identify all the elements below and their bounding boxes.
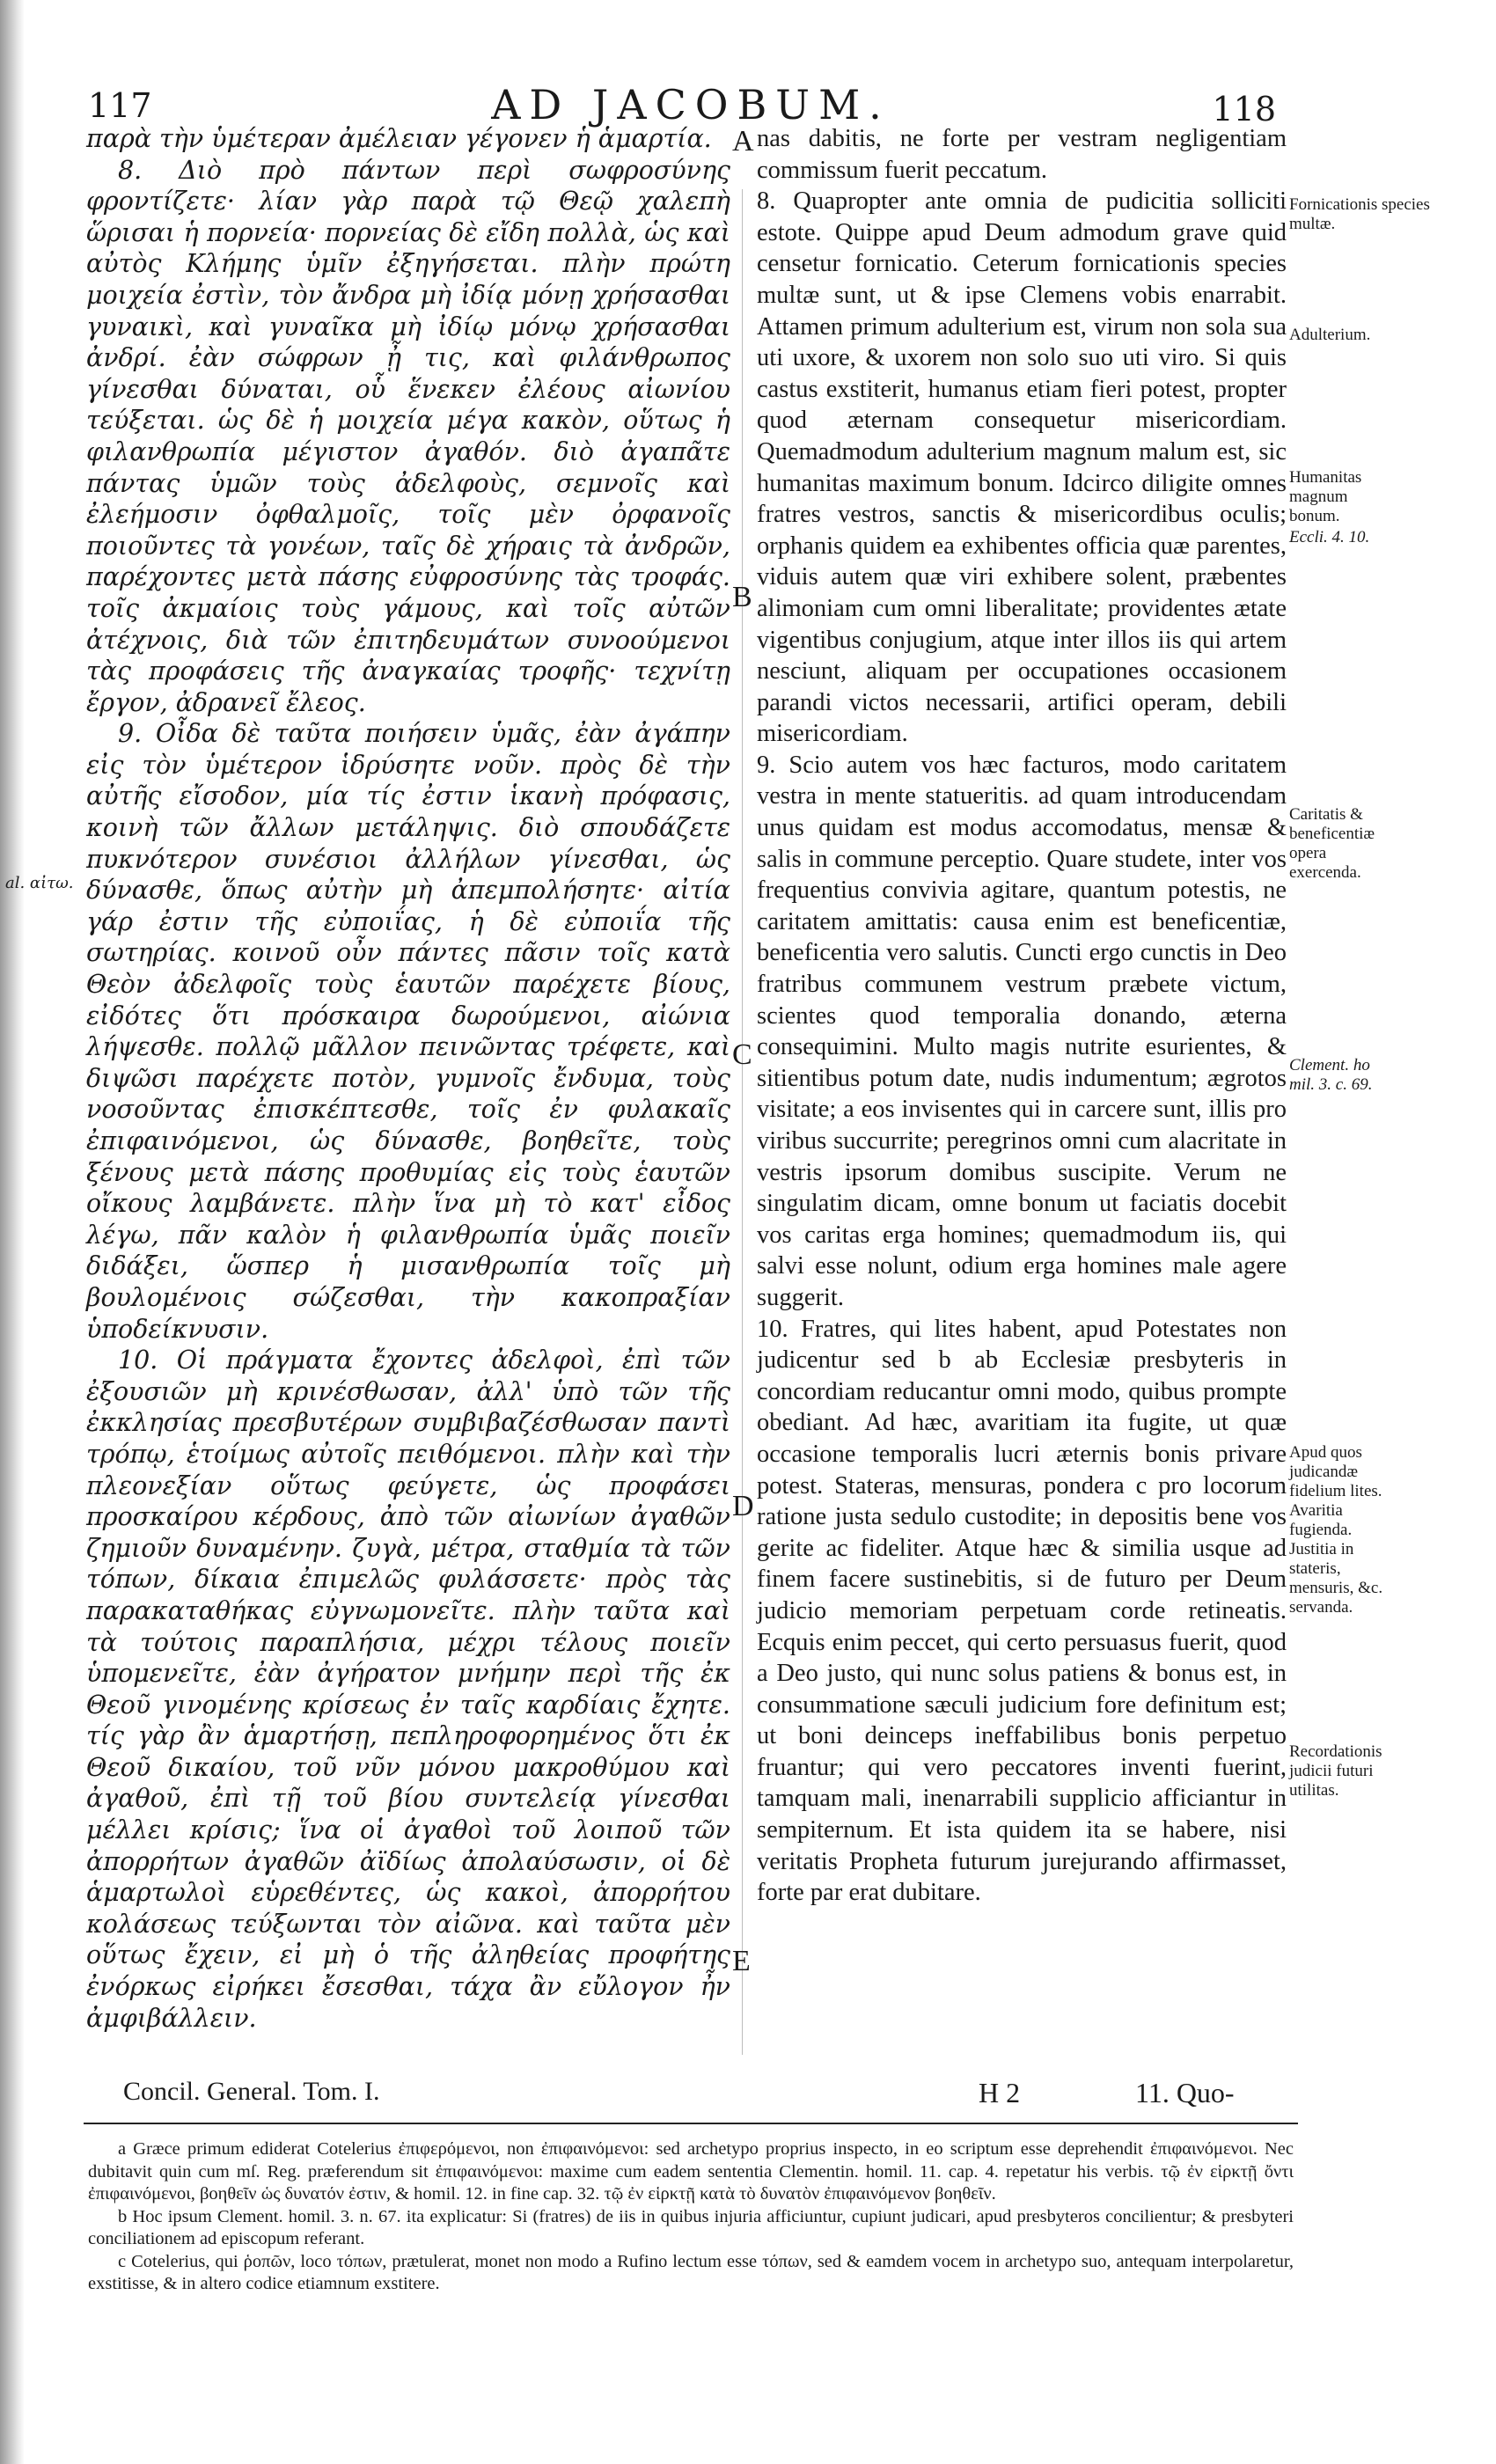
footnote: a Græce primum ediderat Cotelerius ἐπιφερόμενοι, non ἐπιφαινόμενοι: sed archetypo proprius inspecto, in eo scriptum esse deprehendit ἐπιφαινόμενοι. Nec dubitavit quin cum mſ. Reg. præferendum sit ἐπιφαινόμενοι: maxime cum eadem sententia Clementin. homil. 11. cap. 4. repetatur his verbis. τῷ ἐν εἱρκτῇ ὄντι ἐπιφαινόμενοι, βοηθεῖν ὡς δυνατόν ἐστιν, & homil. 12. in fine cap. 32. τῷ ἐν εἱρκτῇ κατὰ τὸ δυνατὸν ἐπιφαινόμενον βοηθεῖν. [88, 2139, 1294, 2204]
margin-note: Clement. ho mil. 3. c. 69. [1289, 1056, 1373, 1094]
page-gutter-shadow [0, 0, 25, 2464]
greek-paragraph: παρὰ τὴν ὑμέτεραν ἀμέλειαν γέγονεν ἡ ἁμαρτία. [86, 124, 712, 153]
latin-paragraph: 9. Scio autem vos hæc facturos, modo caritatem vestra in mente statueritis. ad quam introducendam unus quidam est modus accomodatus, mensæ & salis in commune perceptio. Quare studete, inter vos frequentius convivia agitare, quantum potestis, ne caritatem amittatis: causa enim est beneficentiæ, beneficentia vero salutis. Cuncti ergo cunctis in Deo fratribus communem vestrum præbete victum, scientes quod temporalia donando, æterna consequimini. Multo magis nutrite esurientes, & sitientibus potum date, nudis indumentum; ægrotos visitate; a eos invisentes qui in carcere sunt, illis pro viribus succurrite; peregrinos omni cum alacritate in vestris ipsorum domibus suscipite. Verum ne singulatim dicam, omne bonum ut faciatis docebit vos caritas erga homines; quemadmodum iis, qui salvi esse nolunt, odium erga homines male agere suggerit. [757, 751, 1287, 1311]
section-letter: E [732, 1945, 751, 1977]
margin-note: Eccli. 4. 10. [1289, 528, 1370, 546]
section-letter: A [732, 125, 754, 158]
section-letter: D [732, 1490, 754, 1522]
margin-note: Humanitas magnum bonum. [1289, 468, 1362, 525]
column-divider [742, 189, 743, 2055]
margin-note: Caritatis & beneficentiæ opera exercenda. [1289, 805, 1375, 882]
footnote: c Cotelerius, qui ῥοπῶν, loco τόπων, prætulerat, monet non modo a Rufino lectum esse τόπων, sed & eamdem vocem in archetypo suo, antequam interpolaretur, exstitisse, & in altero codice etiamnum exstitere. [88, 2251, 1294, 2293]
section-letter: C [732, 1038, 752, 1071]
greek-paragraph: 9. Οἶδα δὲ ταῦτα ποιήσειν ὑμᾶς, ἐὰν ἀγάπην εἰς τὸν ὑμέτερον ἱδρύσητε νοῦν. πρὸς δὲ τὴν αὐτῆς εἴσοδον, μία τίς ἐστιν ἱκανὴ πρόφασις, κοινὴ τῶν ἄλλων μετάληψις. διὸ σπουδάζετε πυκνότερον συνέσιοι ἀλλήλων γίνεσθαι, ὡς δύνασθε, ὅπως αὐτὴν μὴ ἀπεμπολήσητε· αἰτία γάρ ἐστιν τῆς εὐποιΐας, ἡ δὲ εὐποιΐα τῆς σωτηρίας. κοινοῦ οὖν πάντες πᾶσιν τοῖς κατὰ Θεὸν ἀδελφοῖς τοὺς ἑαυτῶν παρέχετε βίους, εἰδότες ὅτι πρόσκαιρα δωρούμενοι, αἰώνια λήψεσθε. πολλῷ μᾶλλον πεινῶντας τρέφετε, καὶ διψῶσι παρέχετε ποτὸν, γυμνοῖς ἔνδυμα, τοὺς νοσοῦντας ἐπισκέπτεσθε, τοῖς ἐν φυλακαῖς ἐπιφαινόμενοι, ὡς δύνασθε, βοηθεῖτε, τοὺς ξένους μετὰ πάσης προθυμίας εἰς τοὺς ἑαυτῶν οἴκους λαμβάνετε. πλὴν ἵνα μὴ τὸ κατ' εἶδος λέγω, πᾶν καλὸν ἡ φιλανθρωπία ὑμᾶς ποιεῖν διδάξει, ὥσπερ ἡ μισανθρωπία τοῖς μὴ βουλομένοις σώζεσθαι, τὴν κακοπραξίαν ὑποδείκνυσιν. [86, 719, 730, 1344]
greek-column [86, 123, 730, 2034]
signature-mark: H 2 [979, 2077, 1021, 2108]
footnote-rule [84, 2123, 1298, 2124]
latin-column [757, 123, 1287, 1909]
tome-line: Concil. General. Tom. I. [123, 2077, 380, 2106]
left-margin-note: al. αἰτω. [5, 874, 74, 892]
running-title: AD JACOBUM. [491, 81, 891, 128]
latin-paragraph: nas dabitis, ne forte per vestram negligentiam commissum fuerit peccatum. [757, 125, 1287, 184]
greek-paragraph: 10. Οἱ πράγματα ἔχοντες ἀδελφοὶ, ἐπὶ τῶν ἐξουσιῶν μὴ κρινέσθωσαν, ἀλλ' ὑπὸ τῶν τῆς ἐκκλησίας πρεσβυτέρων συμβιβαζέσθωσαν παντὶ τρόπῳ, ἑτοίμως αὐτοῖς πειθόμενοι. πλὴν καὶ τὴν πλεονεξίαν οὕτως φεύγετε, ὡς προφάσει προσκαίρου κέρδους, ἀπὸ τῶν αἰωνίων ἀγαθῶν ζημιοῦν δυναμένην. ζυγὰ, μέτρα, σταθμία τὰ τῶν τόπων, δίκαια ἐπιμελῶς φυλάσσετε· πρὸς τὰς παρακαταθήκας εὐγνωμονεῖτε. πλὴν ταῦτα καὶ τὰ τούτοις παραπλήσια, μέχρι τέλους ποιεῖν ὑπομενεῖτε, ἐὰν ἀγήρατον μνήμην περὶ τῆς ἐκ Θεοῦ γινομένης κρίσεως ἐν ταῖς καρδίαις ἔχητε. τίς γὰρ ἂν ἁμαρτήσῃ, πεπληροφορημένος ὅτι ἐκ Θεοῦ δικαίου, τοῦ νῦν μόνου μακροθύμου καὶ ἀγαθοῦ, ἐπὶ τῇ τοῦ βίου συντελείᾳ γίνεσθαι μέλλει κρίσις; ἵνα οἱ ἀγαθοὶ τοῦ λοιποῦ τῶν ἀπορρήτων ἀγαθῶν ἀϊδίως ἀπολαύσωσιν, οἱ δὲ ἁμαρτωλοὶ εὑρεθέντες, ὡς κακοὶ, ἀπορρήτου κολάσεως τεύξωνται τὸν αἰῶνα. καὶ ταῦτα μὲν οὕτως ἔχειν, εἰ μὴ ὁ τῆς ἀληθείας προφήτης ἐνόρκως εἰρήκει ἔσεσθαι, τάχα ἂν εὔλογον ἦν ἀμφιβάλλειν. [86, 1346, 730, 2033]
margin-note: Apud quos judicandæ fidelium lites. Avaritia fugienda. Justitia in stateris, mensuris, &c. servanda. [1289, 1443, 1383, 1617]
margin-note: Recordationis judicii futuri utilitas. [1289, 1742, 1382, 1800]
margin-note: Fornicationis species multæ. [1289, 195, 1430, 233]
footnotes [88, 2138, 1294, 2296]
page-number-right: 118 [1212, 90, 1276, 128]
section-letter: B [732, 581, 752, 613]
latin-paragraph: 8. Quapropter ante omnia de pudicitia solliciti estote. Quippe apud Deum admodum grave quid censetur fornicatio. Ceterum fornicationis species multæ sunt, ut & ipse Clemens vobis enarrabit. Attamen primum adulterium est, virum non sola sua uti uxore, & uxorem non solo suo uti viro. Si quis castus exstiterit, humanus etiam fieri potest, propter quod æternam consequetur misericordiam. Quemadmodum adulterium magnum malum est, sic humanitas maximum bonum. Idcirco diligite omnes fratres vestros, sanctis & misericordibus oculis; orphanis quidem ea exhibentes officia quæ parentes, viduis autem quæ viri exhibere solent, præbentes alimoniam cum omni liberalitate; providentes ætate vigentibus conjugium, atque inter illos iis qui artem nesciunt, aliquam per occupationes occasionem parandi victos necessarii, artifici operam, debili misericordiam. [757, 187, 1287, 748]
catchword: 11. Quo- [1135, 2077, 1235, 2108]
latin-paragraph: 10. Fratres, qui lites habent, apud Potestates non judicentur sed b ab Ecclesiæ presbyteris in concordiam reducantur omni modo, quibus prompte obediant. Ad hæc, avaritiam ita fugite, ut quæ occasione temporalis lucri æternis bonis privare potest. Stateras, mensuras, pondera c pro locorum ratione justa sedulo custodite; in depositis bene vos gerite ac fideliter. Atque hæc & similia usque ad finem facere sustinebitis, si de futuro per Deum judicio memoriam perpetuam corde retineatis. Ecquis enim peccet, qui certo persuasus fuerit, quod a Deo justo, qui nunc solus patiens & bonus est, in consummatione sæculi judicium fore definitum est; ut boni deinceps ineffabilibus bonis perpetuo fruantur; qui vero peccatores inventi fuerint, tamquam mali, inenarrabili supplicio afficiantur in sempiternum. Et ista quidem ita se habere, nisi veritatis Propheta futurum jurejurando affirmasset, forte par erat dubitare. [757, 1315, 1287, 1907]
page-number-left: 117 [88, 86, 152, 125]
footnote: b Hoc ipsum Clement. homil. 3. n. 67. ita explicatur: Si (fratres) de iis in quibus injuria afficiuntur, cupiunt judicari, apud presbyteros concilientur; & presbyteri conciliationem ad episcopum referant. [88, 2206, 1294, 2248]
greek-paragraph: 8. Διὸ πρὸ πάντων περὶ σωφροσύνης φροντίζετε· λίαν γὰρ παρὰ τῷ Θεῷ χαλεπὴ ὥρισαι ἡ πορνεία· πορνείας δὲ εἴδη πολλὰ, ὡς καὶ αὐτὸς Κλήμης ὑμῖν ἐξηγήσεται. πλὴν πρώτη μοιχεία ἐστὶν, τὸν ἄνδρα μὴ ἰδίᾳ μόνῃ χρήσασθαι γυναικὶ, καὶ γυναῖκα μὴ ἰδίῳ μόνῳ χρήσασθαι ἀνδρί. ἐὰν σώφρων ᾖ τις, καὶ φιλάνθρωπος γίνεσθαι δύναται, οὗ ἕνεκεν ἐλέους αἰωνίου τεύξεται. ὡς δὲ ἡ μοιχεία μέγα κακὸν, οὕτως ἡ φιλανθρωπία μέγιστον ἀγαθόν. διὸ ἀγαπᾶτε πάντας ὑμῶν τοὺς ἀδελφοὺς, σεμνοῖς καὶ ἐλεήμοσιν ὀφθαλμοῖς, τοῖς μὲν ὀρφανοῖς ποιοῦντες τὰ γονέων, ταῖς δὲ χήραις τὰ ἀνδρῶν, παρέχοντες μετὰ πάσης εὐφροσύνης τὰς τροφάς. τοῖς ἀκμαίοις τοὺς γάμους, καὶ τοῖς αὐτῶν ἀτέχνοις, διὰ τῶν ἐπιτηδευμάτων συνοούμενοι τὰς προφάσεις τῆς ἀναγκαίας τροφῆς· τεχνίτῃ ἔργον, ἀδρανεῖ ἔλεος. [86, 155, 730, 717]
margin-note: Adulterium. [1289, 326, 1371, 344]
